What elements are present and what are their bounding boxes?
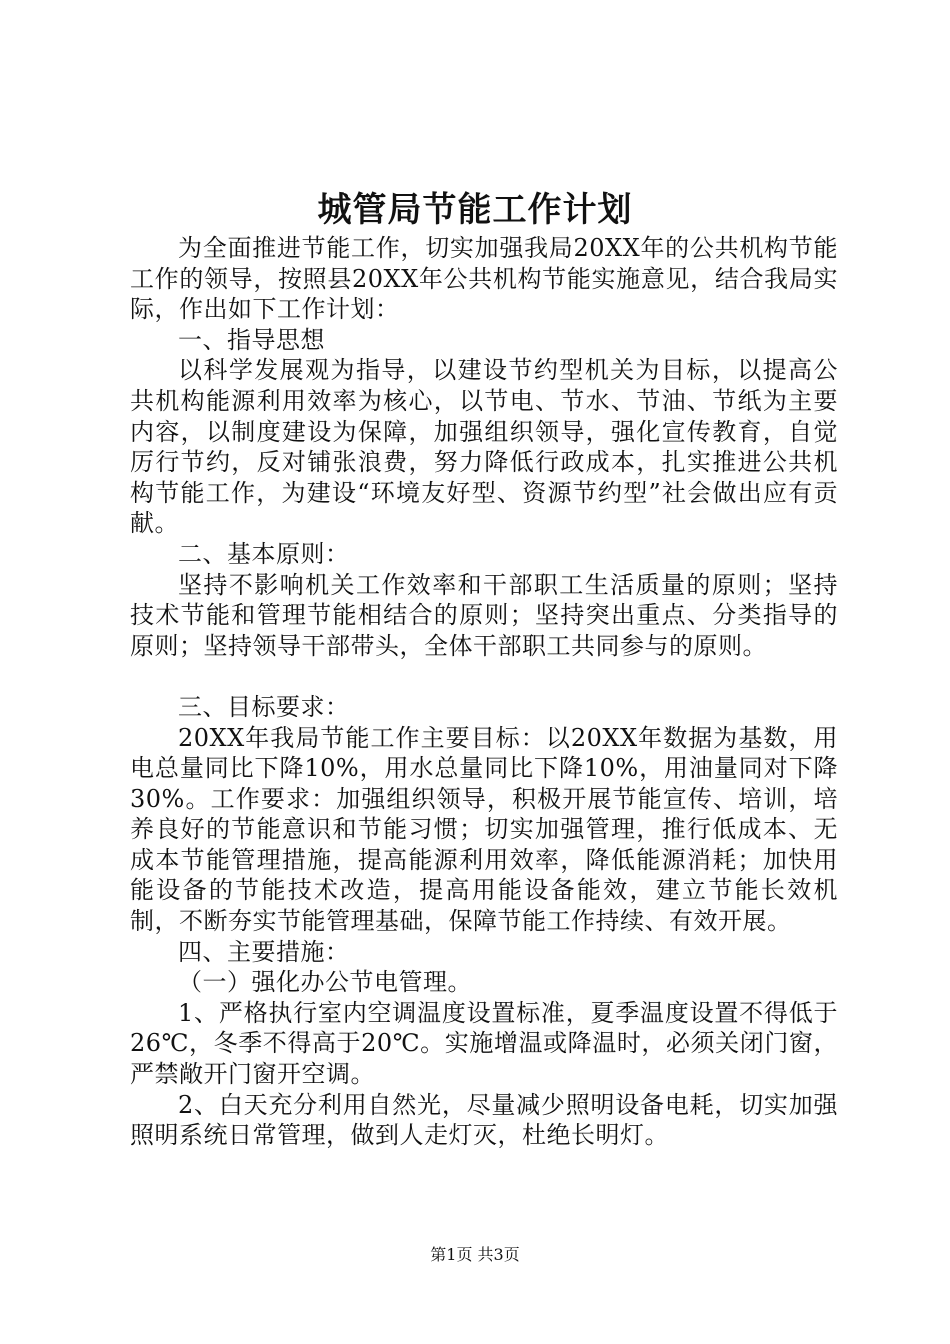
list-item-1: 1、严格执行室内空调温度设置标准，夏季温度设置不得低于26℃，冬季不得高于20℃。实施增温或降温时，必须关闭门窗，严禁敞开门窗开空调。	[130, 998, 838, 1089]
subheading-electricity: （一）强化办公节电管理。	[178, 968, 472, 997]
section-heading-guiding-ideology: 一、指导思想	[178, 325, 325, 354]
blank-line	[130, 661, 838, 692]
document-body	[130, 233, 838, 1151]
section-heading-goals: 三、目标要求：	[178, 692, 350, 721]
paragraph-basic-principles: 坚持不影响机关工作效率和干部职工生活质量的原则；坚持技术节能和管理节能相结合的原则；坚持突出重点、分类指导的原则；坚持领导干部带头，全体干部职工共同参与的原则。	[130, 570, 838, 660]
page-footer: 第1页 共3页	[430, 1245, 520, 1264]
intro-paragraph: 为全面推进节能工作，切实加强我局20XX年的公共机构节能工作的领导，按照县20XX年公共机构节能实施意见，结合我局实际，作出如下工作计划：	[130, 234, 838, 324]
paragraph-guiding-ideology: 以科学发展观为指导，以建设节约型机关为目标，以提高公共机构能源利用效率为核心，以节电、节水、节油、节纸为主要内容，以制度建设为保障，加强组织领导，强化宣传教育，自觉厉行节约，反对铺张浪费，努力降低行政成本，扎实推进公共机构节能工作，为建设“环境友好型、资源节约型”社会做出应有贡献。	[130, 356, 838, 538]
document-title: 城管局节能工作计划	[317, 190, 633, 230]
paragraph-goals: 20XX年我局节能工作主要目标：以20XX年数据为基数，用电总量同比下降10%，用水总量同比下降10%，用油量同对下降30%。工作要求：加强组织领导，积极开展节能宣传、培训，培养良好的节能意识和节能习惯；切实加强管理，推行低成本、无成本节能管理措施，提高能源利用效率，降低能源消耗；加快用能设备的节能技术改造，提高用能设备能效，建立节能长效机制，不断夯实节能管理基础，保障节能工作持续、有效开展。	[130, 723, 838, 936]
section-heading-measures: 四、主要措施：	[178, 937, 350, 966]
list-item-2: 2、白天充分利用自然光，尽量减少照明设备电耗，切实加强照明系统日常管理，做到人走灯灭，杜绝长明灯。	[130, 1090, 838, 1150]
section-heading-basic-principles: 二、基本原则：	[178, 539, 350, 568]
